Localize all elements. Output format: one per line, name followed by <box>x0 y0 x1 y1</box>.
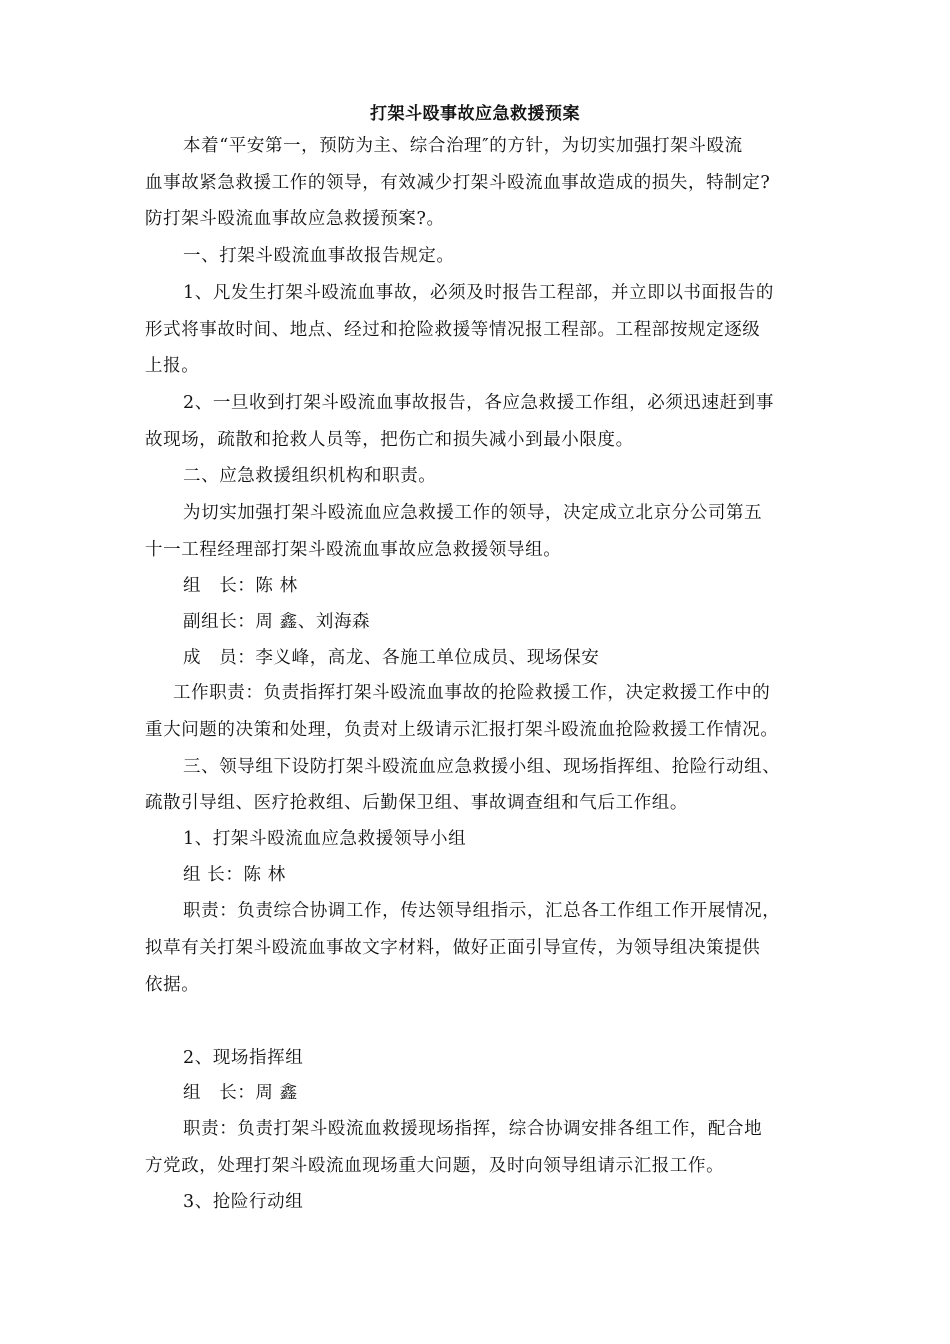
paragraph-line: 方党政，处理打架斗殴流血现场重大问题，及时向领导组请示汇报工作。 <box>145 1156 725 1176</box>
paragraph-line: 防打架斗殴流血事故应急救援预案?。 <box>145 209 445 229</box>
document-title: 打架斗殴事故应急救援预案 <box>370 104 580 124</box>
paragraph-line: 十一工程经理部打架斗殴流血事故应急救援领导组。 <box>145 540 562 560</box>
paragraph-line: 上报。 <box>145 356 200 376</box>
section-heading: 三、领导组下设防打架斗殴流血应急救援小组、现场指挥组、抢险行动组、 <box>183 757 781 777</box>
section-heading: 一、打架斗殴流血事故报告规定。 <box>183 246 455 266</box>
paragraph-line: 形式将事故时间、地点、经过和抢险救援等情况报工程部。工程部按规定逐级 <box>145 320 761 340</box>
subsection-heading: 1、打架斗殴流血应急救援领导小组 <box>183 829 467 849</box>
paragraph-line: 2、一旦收到打架斗殴流血事故报告，各应急救援工作组，必须迅速赶到事 <box>183 393 774 413</box>
deputy-leader-line: 副组长：周 鑫、刘海森 <box>183 612 371 632</box>
leader-line: 组 长：陈 林 <box>183 576 298 596</box>
leader-line: 组 长：陈 林 <box>183 865 286 885</box>
paragraph-line: 1、凡发生打架斗殴流血事故，必须及时报告工程部，并立即以书面报告的 <box>183 283 774 303</box>
paragraph-line: 拟草有关打架斗殴流血事故文字材料，做好正面引导宣传，为领导组决策提供 <box>145 938 761 958</box>
paragraph-line: 工作职责：负责指挥打架斗殴流血事故的抢险救援工作，决定救援工作中的 <box>173 683 771 703</box>
section-heading: 二、应急救援组织机构和职责。 <box>183 466 437 486</box>
paragraph-line: 依据。 <box>145 975 200 995</box>
paragraph-line: 疏散引导组、医疗抢救组、后勤保卫组、事故调查组和气后工作组。 <box>145 793 688 813</box>
paragraph-line: 故现场，疏散和抢救人员等，把伤亡和损失减小到最小限度。 <box>145 430 634 450</box>
subsection-heading: 2、现场指挥组 <box>183 1048 304 1068</box>
paragraph-line: 重大问题的决策和处理，负责对上级请示汇报打架斗殴流血抢险救援工作情况。 <box>145 720 779 740</box>
leader-line: 组 长：周 鑫 <box>183 1083 298 1103</box>
subsection-heading: 3、抢险行动组 <box>183 1192 304 1212</box>
paragraph-line: 职责：负责打架斗殴流血救援现场指挥，综合协调安排各组工作，配合地 <box>183 1119 763 1139</box>
paragraph-line: 为切实加强打架斗殴流血应急救援工作的领导，决定成立北京分公司第五 <box>183 503 763 523</box>
paragraph-line: 血事故紧急救援工作的领导，有效减少打架斗殴流血事故造成的损失，特制定? <box>145 173 771 193</box>
members-line: 成 员：李义峰，高龙、各施工单位成员、现场保安 <box>183 648 600 668</box>
paragraph-line: 本着“平安第一，预防为主、综合治理″的方针，为切实加强打架斗殴流 <box>183 136 743 156</box>
paragraph-line: 职责：负责综合协调工作，传达领导组指示，汇总各工作组工作开展情况， <box>183 901 781 921</box>
